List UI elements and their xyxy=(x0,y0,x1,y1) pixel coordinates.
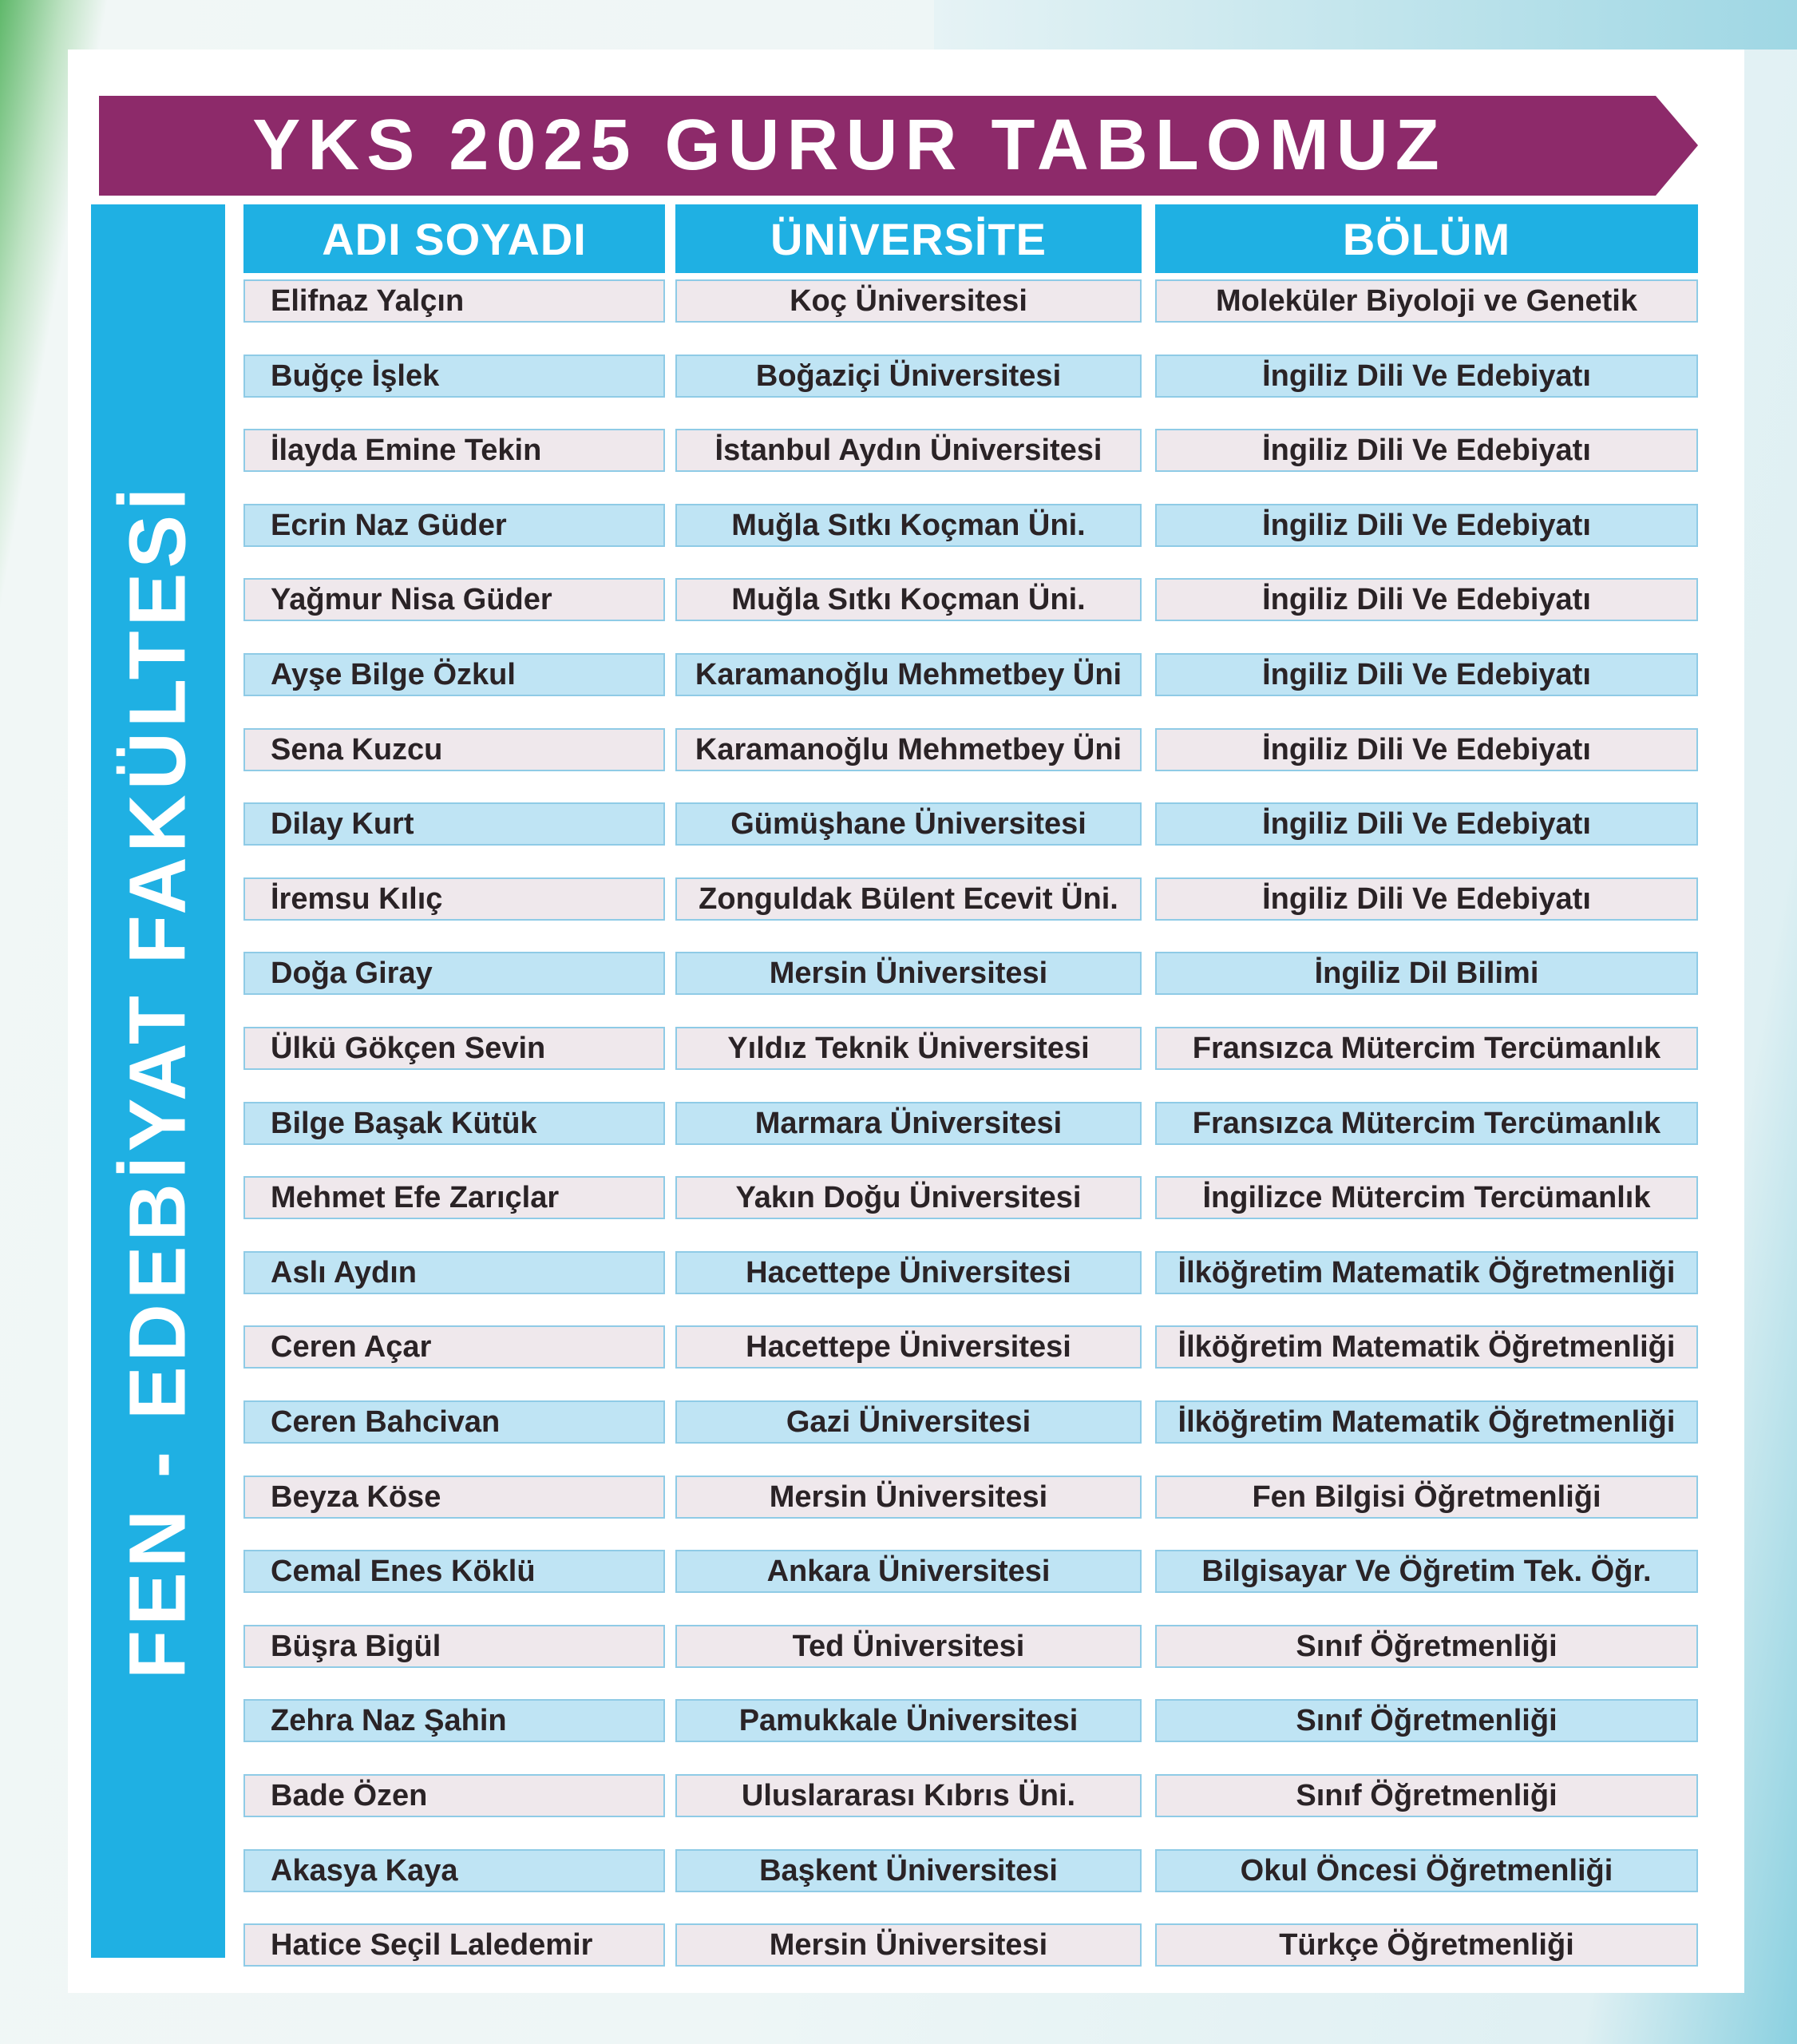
table-row xyxy=(0,952,1797,998)
department-cell: İngilizce Mütercim Tercümanlık xyxy=(1155,1176,1698,1219)
department-cell: Sınıf Öğretmenliği xyxy=(1155,1625,1698,1668)
name-cell: Mehmet Efe Zarıçlar xyxy=(243,1176,665,1219)
table-row xyxy=(0,504,1797,550)
university-cell: İstanbul Aydın Üniversitesi xyxy=(675,429,1142,472)
table-row xyxy=(0,1400,1797,1447)
department-cell: Fransızca Mütercim Tercümanlık xyxy=(1155,1102,1698,1145)
table-row xyxy=(0,1849,1797,1895)
department-cell: Bilgisayar Ve Öğretim Tek. Öğr. xyxy=(1155,1550,1698,1593)
name-cell: Dilay Kurt xyxy=(243,802,665,846)
header-name: ADI SOYADI xyxy=(243,204,665,273)
university-cell: Koç Üniversitesi xyxy=(675,279,1142,323)
table-row xyxy=(0,1102,1797,1148)
table-row xyxy=(0,1476,1797,1522)
table-row xyxy=(0,1325,1797,1372)
name-cell: Elifnaz Yalçın xyxy=(243,279,665,323)
table-row xyxy=(0,1923,1797,1970)
table-row xyxy=(0,1699,1797,1745)
university-cell: Karamanoğlu Mehmetbey Üni xyxy=(675,653,1142,696)
department-cell: Fransızca Mütercim Tercümanlık xyxy=(1155,1027,1698,1070)
table-row xyxy=(0,1550,1797,1596)
university-cell: Mersin Üniversitesi xyxy=(675,952,1142,995)
university-cell: Boğaziçi Üniversitesi xyxy=(675,355,1142,398)
department-cell: İlköğretim Matematik Öğretmenliği xyxy=(1155,1325,1698,1369)
table-row xyxy=(0,1625,1797,1671)
university-cell: Marmara Üniversitesi xyxy=(675,1102,1142,1145)
department-cell: İlköğretim Matematik Öğretmenliği xyxy=(1155,1400,1698,1444)
name-cell: Zehra Naz Şahin xyxy=(243,1699,665,1742)
department-cell: İngiliz Dili Ve Edebiyatı xyxy=(1155,728,1698,771)
name-cell: İremsu Kılıç xyxy=(243,877,665,921)
university-cell: Mersin Üniversitesi xyxy=(675,1476,1142,1519)
table-row xyxy=(0,728,1797,774)
university-cell: Karamanoğlu Mehmetbey Üni xyxy=(675,728,1142,771)
name-cell: Ayşe Bilge Özkul xyxy=(243,653,665,696)
department-cell: İngiliz Dili Ve Edebiyatı xyxy=(1155,504,1698,547)
name-cell: Cemal Enes Köklü xyxy=(243,1550,665,1593)
department-cell: İngiliz Dili Ve Edebiyatı xyxy=(1155,653,1698,696)
table-row xyxy=(0,279,1797,326)
name-cell: Beyza Köse xyxy=(243,1476,665,1519)
university-cell: Muğla Sıtkı Koçman Üni. xyxy=(675,504,1142,547)
table-row xyxy=(0,653,1797,699)
department-cell: Moleküler Biyoloji ve Genetik xyxy=(1155,279,1698,323)
department-cell: İngiliz Dili Ve Edebiyatı xyxy=(1155,578,1698,621)
name-cell: Ceren Bahcivan xyxy=(243,1400,665,1444)
name-cell: Buğçe İşlek xyxy=(243,355,665,398)
university-cell: Ted Üniversitesi xyxy=(675,1625,1142,1668)
name-cell: Bade Özen xyxy=(243,1774,665,1817)
faculty-label: FEN - EDEBİYAT FAKÜLTESİ xyxy=(113,483,203,1679)
table-row xyxy=(0,1176,1797,1222)
department-cell: İngiliz Dili Ve Edebiyatı xyxy=(1155,877,1698,921)
department-cell: İngiliz Dili Ve Edebiyatı xyxy=(1155,802,1698,846)
name-cell: Ceren Açar xyxy=(243,1325,665,1369)
university-cell: Muğla Sıtkı Koçman Üni. xyxy=(675,578,1142,621)
table-row xyxy=(0,802,1797,849)
department-cell: Sınıf Öğretmenliği xyxy=(1155,1699,1698,1742)
university-cell: Başkent Üniversitesi xyxy=(675,1849,1142,1892)
department-cell: İlköğretim Matematik Öğretmenliği xyxy=(1155,1251,1698,1294)
department-cell: İngiliz Dili Ve Edebiyatı xyxy=(1155,355,1698,398)
department-cell: Türkçe Öğretmenliği xyxy=(1155,1923,1698,1967)
department-cell: İngiliz Dili Ve Edebiyatı xyxy=(1155,429,1698,472)
name-cell: Büşra Bigül xyxy=(243,1625,665,1668)
table-row xyxy=(0,1027,1797,1073)
page-title: YKS 2025 GURUR TABLOMUZ xyxy=(252,105,1447,185)
table-row xyxy=(0,1251,1797,1297)
university-cell: Uluslararası Kıbrıs Üni. xyxy=(675,1774,1142,1817)
university-cell: Yakın Doğu Üniversitesi xyxy=(675,1176,1142,1219)
name-cell: Sena Kuzcu xyxy=(243,728,665,771)
university-cell: Yıldız Teknik Üniversitesi xyxy=(675,1027,1142,1070)
university-cell: Hacettepe Üniversitesi xyxy=(675,1251,1142,1294)
name-cell: Ecrin Naz Güder xyxy=(243,504,665,547)
name-cell: Doğa Giray xyxy=(243,952,665,995)
name-cell: Bilge Başak Kütük xyxy=(243,1102,665,1145)
table-row xyxy=(0,877,1797,924)
table-row xyxy=(0,578,1797,624)
title-banner xyxy=(99,96,1698,196)
name-cell: İlayda Emine Tekin xyxy=(243,429,665,472)
university-cell: Mersin Üniversitesi xyxy=(675,1923,1142,1967)
header-department: BÖLÜM xyxy=(1155,204,1698,273)
table-row xyxy=(0,429,1797,475)
university-cell: Pamukkale Üniversitesi xyxy=(675,1699,1142,1742)
header-university: ÜNİVERSİTE xyxy=(675,204,1142,273)
background-top-band xyxy=(934,0,1797,50)
university-cell: Ankara Üniversitesi xyxy=(675,1550,1142,1593)
department-cell: Fen Bilgisi Öğretmenliği xyxy=(1155,1476,1698,1519)
university-cell: Hacettepe Üniversitesi xyxy=(675,1325,1142,1369)
name-cell: Ülkü Gökçen Sevin xyxy=(243,1027,665,1070)
name-cell: Aslı Aydın xyxy=(243,1251,665,1294)
name-cell: Yağmur Nisa Güder xyxy=(243,578,665,621)
department-cell: Okul Öncesi Öğretmenliği xyxy=(1155,1849,1698,1892)
table-row xyxy=(0,1774,1797,1820)
university-cell: Gümüşhane Üniversitesi xyxy=(675,802,1142,846)
university-cell: Gazi Üniversitesi xyxy=(675,1400,1142,1444)
name-cell: Akasya Kaya xyxy=(243,1849,665,1892)
department-cell: İngiliz Dil Bilimi xyxy=(1155,952,1698,995)
name-cell: Hatice Seçil Laledemir xyxy=(243,1923,665,1967)
university-cell: Zonguldak Bülent Ecevit Üni. xyxy=(675,877,1142,921)
table-row xyxy=(0,355,1797,401)
department-cell: Sınıf Öğretmenliği xyxy=(1155,1774,1698,1817)
